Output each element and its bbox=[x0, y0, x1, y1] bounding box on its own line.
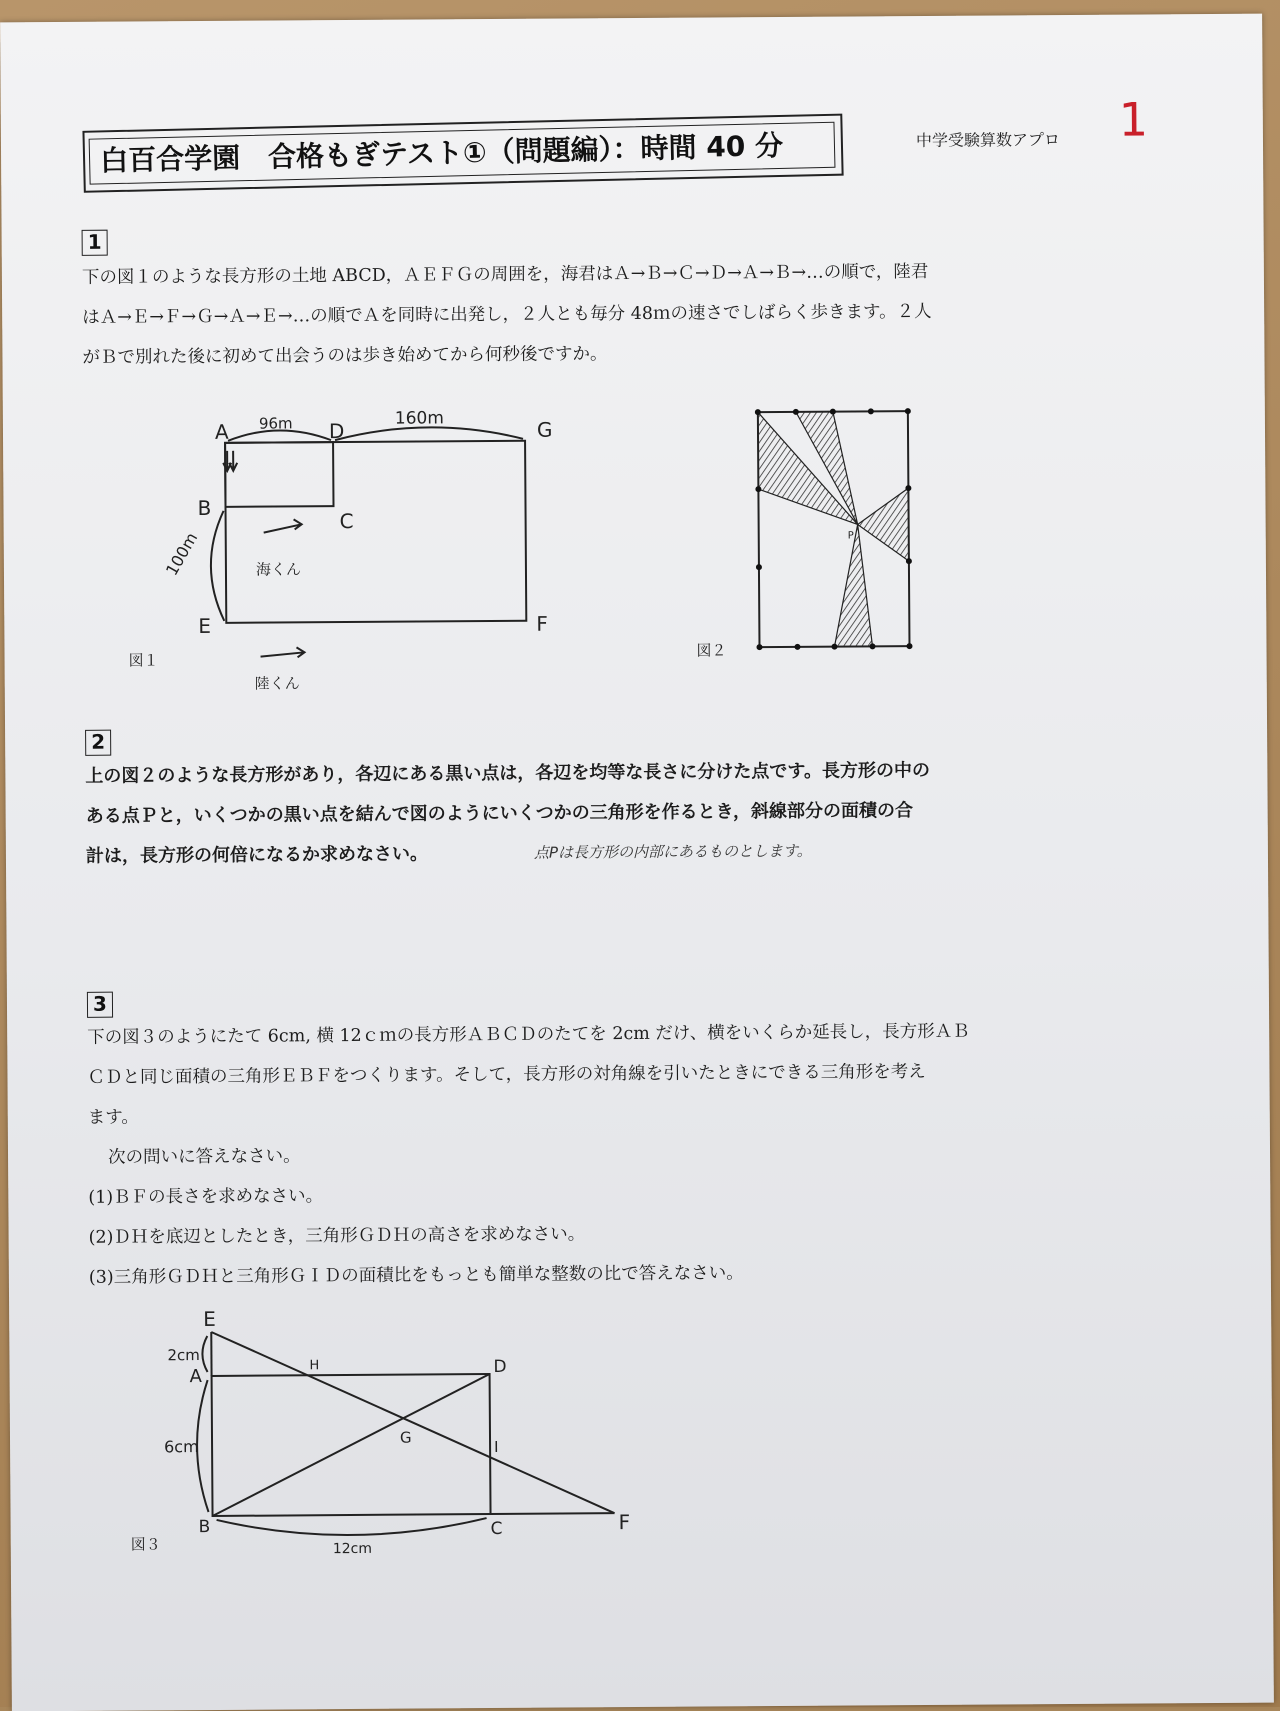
fig2-triangle-right bbox=[857, 488, 909, 561]
page-number: 1 bbox=[1119, 92, 1149, 146]
fig1-point-f: F bbox=[536, 612, 548, 636]
fig3-point-e: E bbox=[203, 1307, 216, 1331]
fig3-point-h: H bbox=[309, 1358, 319, 1373]
fig1-label-riku: 陸くん bbox=[255, 674, 300, 692]
figure-2-label: 図２ bbox=[696, 639, 726, 660]
question-1-line-2: はＡ→Ｅ→Ｆ→Ｇ→Ａ→Ｅ→…の順でＡを同時に出発し，２人とも毎分 48ｍの速さでしばらく歩きます。２人 bbox=[82, 292, 932, 338]
fig3-arc-ea bbox=[202, 1336, 207, 1372]
fig2-point-p: P bbox=[848, 530, 854, 541]
fig1-point-g: G bbox=[537, 418, 553, 442]
page-title: 白百合学園 合格もぎテスト①（問題編）：時間 40 分 bbox=[89, 122, 836, 185]
fig1-length-be: 100m bbox=[162, 529, 201, 578]
fig3-point-i: I bbox=[494, 1438, 499, 1456]
question-3-line-2: ＣＤと同じ面積の三角形ＥＢＦをつくります。そして，長方形の対角線を引いたときにできる三角形を考え bbox=[87, 1052, 926, 1098]
question-1-line-1: 下の図１のような長方形の土地 ABCD，ＡＥＦＧの周囲を，海君はＡ→Ｂ→Ｃ→Ｄ→Ａ→Ｂ→…の順で，陸君 bbox=[82, 252, 929, 298]
rect-abcd bbox=[225, 442, 333, 507]
question-3-line-1: 下の図３のようにたて 6cm, 横 12ｃｍの長方形ＡＢＣＤのたてを 2cm だけ、横をいくらか延長し，長方形ＡＢ bbox=[87, 1012, 970, 1058]
fig1-point-c: C bbox=[340, 509, 354, 533]
figure-2 bbox=[753, 406, 925, 657]
question-3-sub-3: (3)三角形ＧＤＨと三角形ＧＩＤの面積比をもっとも簡単な整数の比で答えなさい。 bbox=[89, 1253, 744, 1298]
figure-1 bbox=[153, 418, 615, 691]
worksheet-page bbox=[0, 14, 1274, 1711]
question-3-line-3: ます。 bbox=[88, 1097, 139, 1137]
fig1-point-d: D bbox=[329, 419, 345, 443]
question-1-line-3: がＢで別れた後に初めて出会うのは歩き始めてから何秒後ですか。 bbox=[82, 334, 607, 378]
question-1-number: 1 bbox=[82, 230, 108, 256]
fig1-length-ad: 96m bbox=[259, 414, 293, 432]
fig3-arc-bc bbox=[217, 1518, 487, 1536]
question-2-line-2: ある点Ｐと，いくつかの黒い点を結んで図のようにいくつかの三角形を作るとき，斜線部分の面積の合 bbox=[86, 790, 914, 838]
arc-dg bbox=[335, 427, 523, 440]
title-box bbox=[82, 114, 843, 193]
figure-3 bbox=[159, 1303, 661, 1566]
fig3-point-g: G bbox=[400, 1429, 412, 1447]
question-3-sub-1: (1)ＢＦの長さを求めなさい。 bbox=[88, 1176, 323, 1218]
fig3-point-a: A bbox=[190, 1366, 203, 1387]
question-3-sub-2: (2)ＤＨを底辺としたとき，三角形ＧＤＨの高さを求めなさい。 bbox=[88, 1214, 585, 1257]
question-2-number: 2 bbox=[85, 730, 111, 756]
question-3-instruction: 次の問いに答えなさい。 bbox=[108, 1136, 301, 1177]
fig3-point-f: F bbox=[619, 1510, 631, 1534]
question-2-handwritten-note: 点Pは長方形の内部にあるものとします。 bbox=[534, 831, 812, 873]
fig1-point-b: B bbox=[197, 496, 211, 520]
question-2-line-3: 計は，長方形の何倍になるか求めなさい。 bbox=[86, 833, 428, 877]
figure-1-label: 図１ bbox=[129, 649, 159, 670]
figure-3-label: 図３ bbox=[131, 1533, 161, 1554]
fig3-line-ef bbox=[211, 1329, 614, 1516]
question-3-number: 3 bbox=[87, 992, 113, 1018]
fig3-point-c: C bbox=[491, 1519, 503, 1539]
fig1-length-dg: 160m bbox=[395, 408, 444, 428]
fig3-line-cf bbox=[491, 1513, 615, 1514]
arc-be bbox=[211, 511, 225, 621]
fig3-point-b: B bbox=[199, 1517, 211, 1537]
arrow-riku bbox=[260, 647, 304, 657]
fig1-label-kai: 海くん bbox=[256, 560, 301, 578]
fig3-length-ea: 2cm bbox=[167, 1346, 200, 1364]
fig1-point-e: E bbox=[198, 614, 211, 638]
fig1-point-a: A bbox=[215, 420, 229, 444]
question-2-line-1: 上の図２のような長方形があり，各辺にある黒い点は，各辺を均等な長さに分けた点です。長方形の中の bbox=[85, 750, 930, 798]
brand-label: 中学受験算数アプロ bbox=[916, 127, 1060, 151]
fig3-point-d: D bbox=[493, 1357, 506, 1377]
fig3-length-bc: 12cm bbox=[333, 1541, 372, 1557]
fig2-triangle-bottom bbox=[834, 524, 873, 646]
arrow-kai bbox=[264, 519, 302, 532]
fig3-length-ab: 6cm bbox=[164, 1437, 199, 1456]
